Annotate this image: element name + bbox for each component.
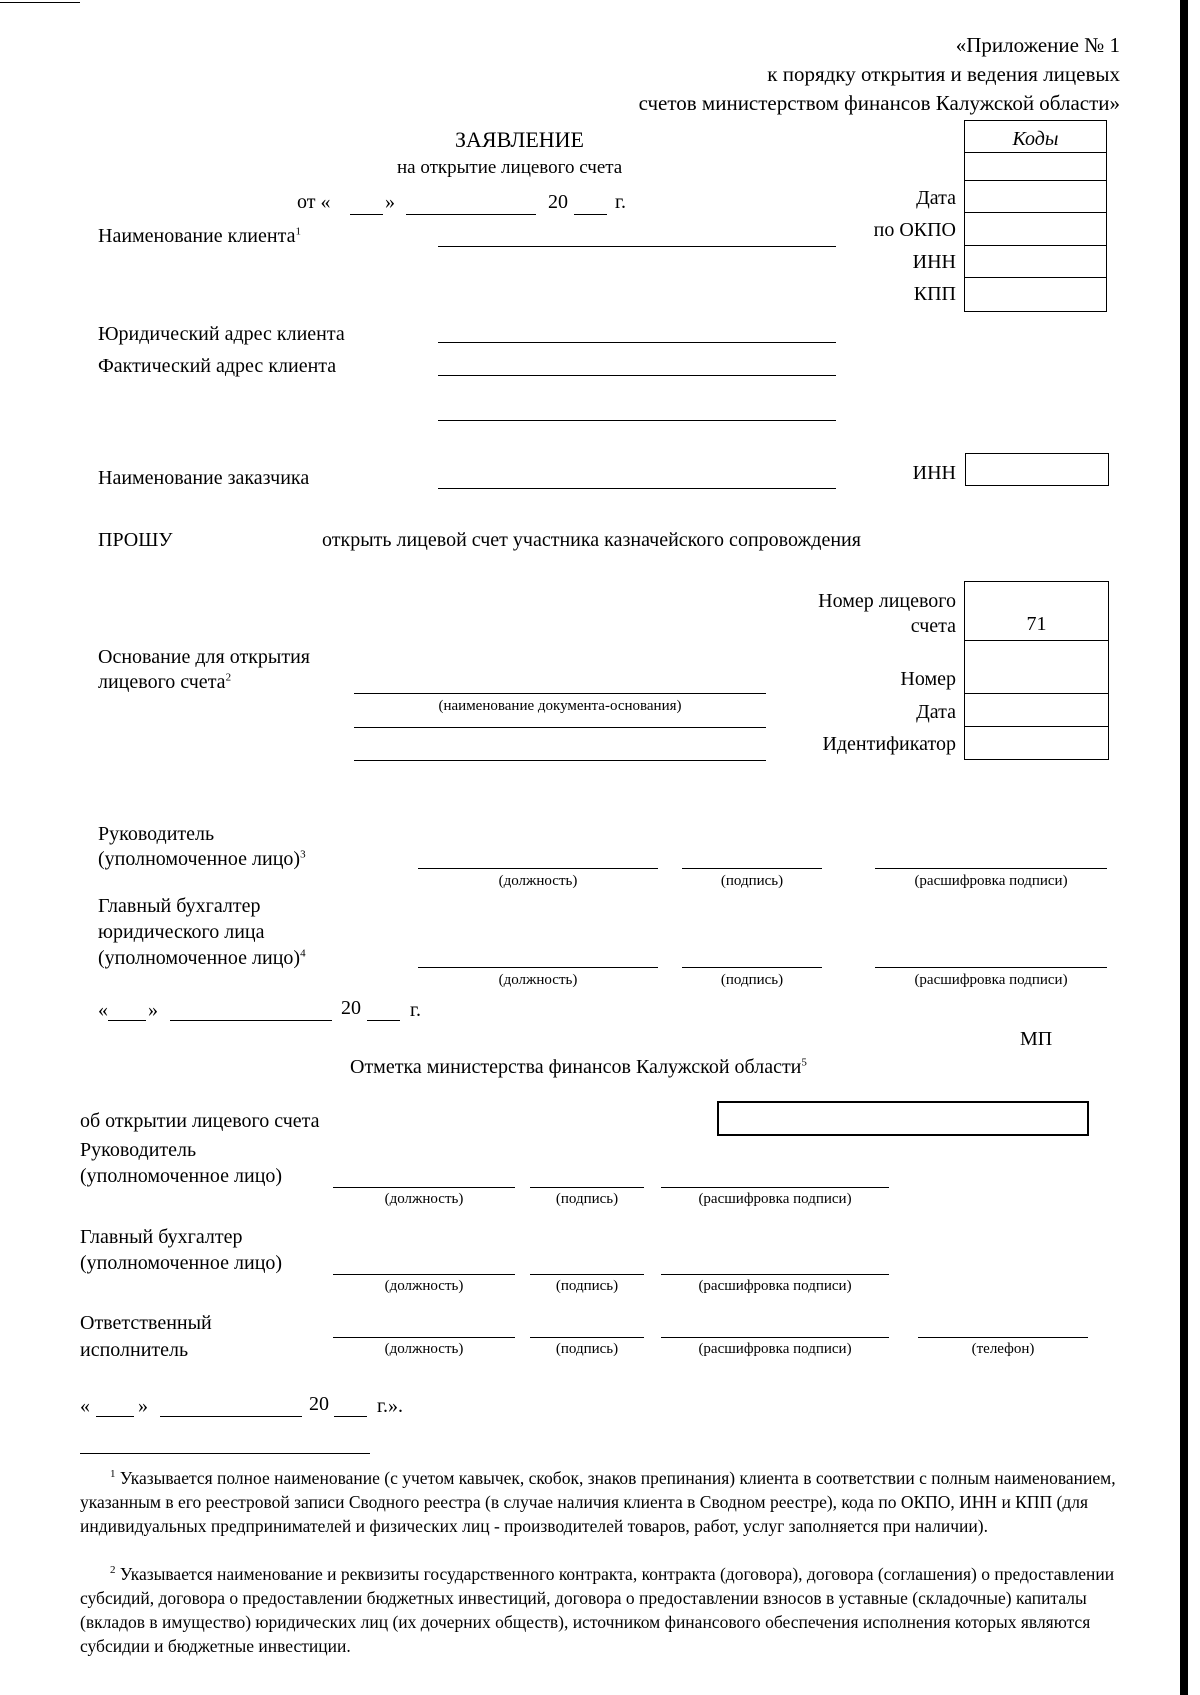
head-label-1: Руководитель bbox=[98, 823, 215, 845]
accountant-signature-caption: (подпись) bbox=[720, 972, 784, 988]
signers-date-close: » bbox=[148, 999, 158, 1021]
date-month-field[interactable] bbox=[406, 214, 536, 215]
account-divider bbox=[964, 726, 1109, 727]
accountant-decode-caption: (расшифровка подписи) bbox=[914, 972, 1068, 988]
date-year-field[interactable] bbox=[574, 214, 607, 215]
footnote-ref-2: 2 bbox=[225, 671, 232, 684]
ministry-head-position-caption: (должность) bbox=[384, 1191, 464, 1207]
date-quote-close: » bbox=[385, 191, 395, 213]
footnote-ref-1: 1 bbox=[295, 225, 301, 238]
executor-decode-field[interactable] bbox=[661, 1337, 889, 1338]
request-text: открыть лицевой счет участника казначейского сопровождения bbox=[322, 529, 861, 551]
account-number-label-2: счета bbox=[910, 615, 956, 637]
ministry-date-open: « bbox=[80, 1395, 90, 1417]
customer-name-label: Наименование заказчика bbox=[98, 467, 310, 489]
ministry-head-signature-caption: (подпись) bbox=[555, 1191, 619, 1207]
footnote-separator bbox=[80, 1453, 370, 1454]
appendix-line-1: «Приложение № 1 bbox=[955, 33, 1120, 57]
ministry-accountant-decode-field[interactable] bbox=[661, 1274, 889, 1275]
account-number-label-1: Номер лицевого bbox=[818, 590, 956, 612]
actual-address-field-2[interactable] bbox=[438, 420, 836, 421]
codes-divider bbox=[964, 212, 1107, 213]
actual-address-label: Фактический адрес клиента bbox=[98, 355, 337, 377]
executor-decode-caption: (расшифровка подписи) bbox=[698, 1341, 852, 1357]
date-from-prefix: от « bbox=[297, 191, 331, 213]
head-decode-caption: (расшифровка подписи) bbox=[914, 873, 1068, 889]
head-signature-caption: (подпись) bbox=[720, 873, 784, 889]
ministry-date-close: » bbox=[138, 1395, 148, 1417]
ministry-accountant-label-2: (уполномоченное лицо) bbox=[80, 1252, 283, 1274]
head-position-caption: (должность) bbox=[498, 873, 578, 889]
request-label: ПРОШУ bbox=[98, 529, 173, 551]
codes-divider bbox=[964, 245, 1107, 246]
client-name-label: Наименование клиента$^1$ bbox=[98, 225, 301, 247]
ministry-accountant-position-field[interactable] bbox=[333, 1274, 515, 1275]
customer-inn-label: ИНН bbox=[912, 462, 956, 484]
basis-document-field-3[interactable] bbox=[354, 760, 766, 761]
scan-edge-top bbox=[0, 2, 80, 3]
date-day-field[interactable] bbox=[350, 214, 383, 215]
opening-mark-field[interactable] bbox=[717, 1101, 1089, 1136]
ministry-accountant-signature-field[interactable] bbox=[530, 1274, 644, 1275]
appendix-line-3: счетов министерством финансов Калужской области» bbox=[638, 91, 1120, 115]
head-position-field[interactable] bbox=[418, 868, 658, 869]
accountant-signature-field[interactable] bbox=[682, 967, 822, 968]
document-subtitle: на открытие лицевого счета bbox=[397, 157, 623, 178]
signers-date-open: « bbox=[98, 999, 108, 1021]
executor-position-field[interactable] bbox=[333, 1337, 515, 1338]
client-name-field[interactable] bbox=[438, 246, 836, 247]
ministry-year-field[interactable] bbox=[334, 1416, 367, 1417]
footnote-1: $^1$ Указывается полное наименование (с учетом кавычек, скобок, знаков препинания) клиента в соответствии с полным наименованием, указанным в его реестровой записи Сводного реестра (в случае наличия клиента в Сводном реестре), кода по ОКПО, ИНН и КПП (для индивидуальных предпринимателей и физических лиц - производителей товаров, работ, услуг заполняется при наличии). bbox=[80, 1468, 1116, 1536]
basis-date-label: Дата bbox=[916, 701, 956, 723]
signers-date-day-field[interactable] bbox=[108, 1020, 146, 1021]
codes-divider bbox=[964, 152, 1107, 153]
ministry-date-day-field[interactable] bbox=[96, 1416, 134, 1417]
head-decode-field[interactable] bbox=[875, 868, 1107, 869]
accountant-label-1: Главный бухгалтер bbox=[98, 895, 261, 917]
customer-name-field[interactable] bbox=[438, 488, 836, 489]
ministry-head-signature-field[interactable] bbox=[530, 1187, 644, 1188]
executor-label-1: Ответственный bbox=[80, 1312, 212, 1334]
ministry-accountant-signature-caption: (подпись) bbox=[555, 1278, 619, 1294]
date-year-prefix: 20 bbox=[548, 191, 568, 213]
scan-edge-right bbox=[1180, 0, 1188, 1695]
accountant-decode-field[interactable] bbox=[875, 967, 1107, 968]
ministry-head-decode-caption: (расшифровка подписи) bbox=[698, 1191, 852, 1207]
codes-label-okpo: по ОКПО bbox=[873, 219, 956, 241]
executor-label-2: исполнитель bbox=[80, 1339, 189, 1361]
footnote-ref-5: 5 bbox=[801, 1056, 807, 1069]
codes-header: Коды bbox=[1012, 128, 1059, 150]
head-label-2: (уполномоченное лицо)$^3$ bbox=[98, 848, 306, 870]
account-table bbox=[964, 581, 1109, 760]
legal-address-field[interactable] bbox=[438, 342, 836, 343]
actual-address-field[interactable] bbox=[438, 375, 836, 376]
codes-label-inn: ИНН bbox=[912, 251, 956, 273]
ministry-date-month-field[interactable] bbox=[160, 1416, 302, 1417]
basis-identifier-label: Идентификатор bbox=[822, 733, 956, 755]
executor-signature-field[interactable] bbox=[530, 1337, 644, 1338]
document-title: ЗАЯВЛЕНИЕ bbox=[455, 127, 584, 152]
stamp-place: МП bbox=[1020, 1028, 1053, 1050]
basis-label-1: Основание для открытия bbox=[98, 646, 310, 668]
ministry-year-prefix: 20 bbox=[309, 1393, 329, 1415]
accountant-label-2: юридического лица bbox=[98, 921, 265, 943]
ministry-head-position-field[interactable] bbox=[333, 1187, 515, 1188]
codes-divider bbox=[964, 277, 1107, 278]
ministry-accountant-position-caption: (должность) bbox=[384, 1278, 464, 1294]
basis-number-label: Номер bbox=[900, 668, 956, 690]
executor-phone-caption: (телефон) bbox=[971, 1341, 1035, 1357]
signers-year-field[interactable] bbox=[367, 1020, 400, 1021]
ministry-year-suffix: г.». bbox=[377, 1395, 403, 1417]
opening-label: об открытии лицевого счета bbox=[80, 1110, 320, 1132]
ministry-head-label-1: Руководитель bbox=[80, 1139, 197, 1161]
executor-position-caption: (должность) bbox=[384, 1341, 464, 1357]
executor-phone-field[interactable] bbox=[918, 1337, 1088, 1338]
ministry-title: Отметка министерства финансов Калужской области$^5$ bbox=[350, 1056, 807, 1078]
account-number-value: 71 bbox=[1026, 613, 1047, 635]
basis-label-2: лицевого счета$^2$ bbox=[98, 671, 232, 693]
basis-document-field[interactable] bbox=[354, 693, 766, 694]
head-signature-field[interactable] bbox=[682, 868, 822, 869]
executor-signature-caption: (подпись) bbox=[555, 1341, 619, 1357]
ministry-accountant-decode-caption: (расшифровка подписи) bbox=[698, 1278, 852, 1294]
footnote-ref-3: 3 bbox=[300, 848, 306, 861]
legal-address-label: Юридический адрес клиента bbox=[98, 323, 345, 345]
accountant-position-field[interactable] bbox=[418, 967, 658, 968]
signers-year-prefix: 20 bbox=[341, 997, 361, 1019]
codes-divider bbox=[964, 180, 1107, 181]
appendix-line-2: к порядку открытия и ведения лицевых bbox=[767, 62, 1120, 86]
codes-label-kpp: КПП bbox=[913, 283, 956, 305]
accountant-position-caption: (должность) bbox=[498, 972, 578, 988]
account-divider bbox=[964, 693, 1109, 694]
basis-document-caption: (наименование документа-основания) bbox=[438, 698, 682, 714]
footnote-ref-4: 4 bbox=[300, 947, 306, 960]
footnote-2: $^2$ Указывается наименование и реквизиты государственного контракта, контракта (договора), договора (соглашения) о предоставлении субсидий, договора о предоставлении бюджетных инвестиций, договора о предоставлении взносов в уставные (складочные) капиталы (вкладов в имущество) юридических лиц (их дочерних обществ), источником финансового обеспечения исполнения которых являются субсидии и бюджетные инвестиции. bbox=[80, 1564, 1115, 1656]
codes-label-date: Дата bbox=[916, 187, 956, 209]
accountant-label-3: (уполномоченное лицо)$^4$ bbox=[98, 947, 306, 969]
date-year-suffix: г. bbox=[615, 191, 626, 213]
account-divider bbox=[964, 640, 1109, 641]
signers-year-suffix: г. bbox=[410, 999, 421, 1021]
basis-document-field-2[interactable] bbox=[354, 727, 766, 728]
customer-inn-field[interactable] bbox=[965, 453, 1109, 486]
ministry-head-label-2: (уполномоченное лицо) bbox=[80, 1165, 283, 1187]
ministry-accountant-label-1: Главный бухгалтер bbox=[80, 1226, 243, 1248]
ministry-head-decode-field[interactable] bbox=[661, 1187, 889, 1188]
signers-date-month-field[interactable] bbox=[170, 1020, 332, 1021]
